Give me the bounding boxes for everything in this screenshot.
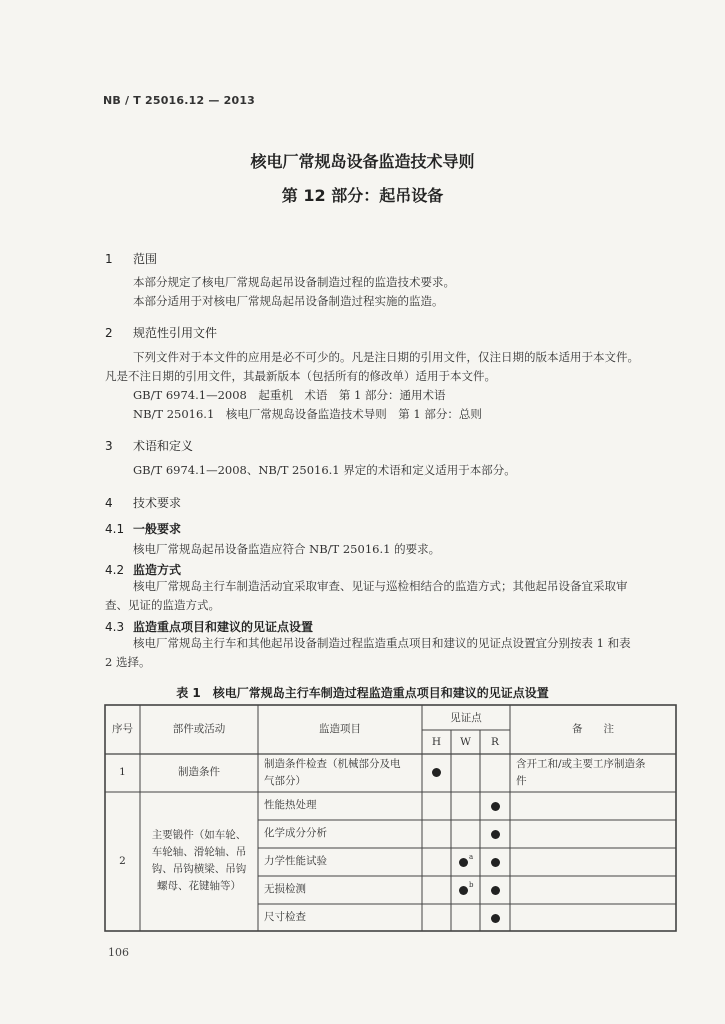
header-remark: 备 注 bbox=[572, 723, 614, 735]
component-line: 车轮轴、滑轮轴、吊 bbox=[151, 846, 247, 858]
paragraph: 本部分规定了核电厂常规岛起吊设备制造过程的监造技术要求。 bbox=[133, 275, 455, 289]
header-seq: 序号 bbox=[112, 723, 133, 735]
witness-w-mark bbox=[459, 858, 468, 867]
remark-line: 件 bbox=[516, 775, 527, 787]
footnote-marker: b bbox=[469, 881, 474, 889]
section-number: 4 bbox=[105, 496, 113, 510]
row-1-remark bbox=[516, 756, 674, 790]
row-1-item bbox=[264, 756, 420, 790]
section-number: 4.1 bbox=[105, 522, 125, 536]
section-number: 2 bbox=[105, 326, 113, 340]
section-title: 一般要求 bbox=[133, 522, 182, 536]
item-heat-treatment: 性能热处理 bbox=[264, 799, 317, 811]
header-h: H bbox=[431, 736, 442, 748]
component-line: 螺母、花键轴等） bbox=[157, 880, 241, 892]
header-r: R bbox=[491, 736, 499, 748]
document-subtitle: 第 12 部分：起吊设备 bbox=[281, 186, 444, 205]
section-title: 范围 bbox=[133, 252, 158, 266]
item-ndt: 无损检测 bbox=[264, 883, 306, 895]
witness-r-mark bbox=[491, 802, 500, 811]
witness-w-mark bbox=[459, 886, 468, 895]
witness-r-mark bbox=[491, 830, 500, 839]
row-1-seq: 1 bbox=[119, 766, 126, 778]
item-dimension-check: 尺寸检查 bbox=[264, 911, 306, 923]
section-title: 监造重点项目和建议的见证点设置 bbox=[133, 620, 314, 634]
section-title: 术语和定义 bbox=[133, 439, 194, 453]
section-4-2-heading bbox=[105, 561, 181, 578]
paragraph: 下列文件对于本文件的应用是必不可少的。凡是注日期的引用文件，仅注日期的版本适用于本文件。 bbox=[133, 350, 639, 364]
witness-r-mark bbox=[491, 886, 500, 895]
item-line: 气部分） bbox=[264, 775, 306, 787]
paragraph: 核电厂常规岛主行车和其他起吊设备制造过程监造重点项目和建议的见证点设置宜分别按表 1 和表 bbox=[133, 636, 631, 650]
header-witness: 见证点 bbox=[450, 712, 482, 724]
page-number: 106 bbox=[108, 946, 129, 959]
footnote-marker: a bbox=[469, 853, 474, 861]
section-number: 3 bbox=[105, 439, 113, 453]
paragraph: 核电厂常规岛起吊设备监造应符合 NB/T 25016.1 的要求。 bbox=[133, 542, 441, 556]
paragraph: GB/T 6974.1—2008、NB/T 25016.1 界定的术语和定义适用于本部分。 bbox=[133, 463, 516, 477]
section-number: 4.3 bbox=[105, 620, 125, 634]
section-4-heading bbox=[105, 494, 181, 511]
witness-r-mark bbox=[491, 858, 500, 867]
paragraph: 查、见证的监造方式。 bbox=[105, 598, 220, 612]
row-1-component: 制造条件 bbox=[178, 766, 220, 778]
component-line: 主要锻件（如车轮、 bbox=[151, 829, 247, 841]
section-4-3-heading bbox=[105, 618, 313, 635]
standard-code: NB / T 25016.12 — 2013 bbox=[103, 94, 256, 107]
section-number: 4.2 bbox=[105, 563, 125, 577]
row-2-seq: 2 bbox=[119, 855, 126, 867]
remark-line: 含开工和/或主要工序制造条 bbox=[516, 758, 646, 770]
section-number: 1 bbox=[105, 252, 113, 266]
item-mechanical-test: 力学性能试验 bbox=[264, 855, 327, 867]
component-line: 钩、吊钩横梁、吊钩 bbox=[151, 863, 247, 875]
paragraph: 凡是不注日期的引用文件，其最新版本（包括所有的修改单）适用于本文件。 bbox=[105, 369, 496, 383]
item-line: 制造条件检查（机械部分及电 bbox=[264, 758, 401, 770]
paragraph: 2 选择。 bbox=[105, 655, 151, 669]
section-title: 监造方式 bbox=[133, 563, 182, 577]
table-caption: 表 1 核电厂常规岛主行车制造过程监造重点项目和建议的见证点设置 bbox=[176, 686, 549, 700]
witness-h-mark bbox=[432, 768, 441, 777]
header-item: 监造项目 bbox=[319, 723, 361, 735]
document-title: 核电厂常规岛设备监造技术导则 bbox=[250, 152, 475, 171]
reference-1: GB/T 6974.1—2008 起重机 术语 第 1 部分：通用术语 bbox=[133, 388, 446, 402]
section-3-heading bbox=[105, 437, 193, 454]
header-w: W bbox=[460, 736, 471, 748]
section-2-heading bbox=[105, 324, 217, 341]
section-1-heading bbox=[105, 250, 157, 267]
row-2-component bbox=[140, 827, 258, 895]
paragraph: 核电厂常规岛主行车制造活动宜采取审查、见证与巡检相结合的监造方式；其他起吊设备宜采取审 bbox=[133, 579, 628, 593]
item-chemical-analysis: 化学成分分析 bbox=[264, 827, 327, 839]
header-component: 部件或活动 bbox=[172, 723, 226, 735]
section-title: 规范性引用文件 bbox=[133, 326, 218, 340]
witness-r-mark bbox=[491, 914, 500, 923]
section-4-1-heading bbox=[105, 520, 181, 537]
reference-2: NB/T 25016.1 核电厂常规岛设备监造技术导则 第 1 部分：总则 bbox=[133, 407, 482, 421]
paragraph: 本部分适用于对核电厂常规岛起吊设备制造过程实施的监造。 bbox=[133, 294, 444, 308]
section-title: 技术要求 bbox=[133, 496, 182, 510]
